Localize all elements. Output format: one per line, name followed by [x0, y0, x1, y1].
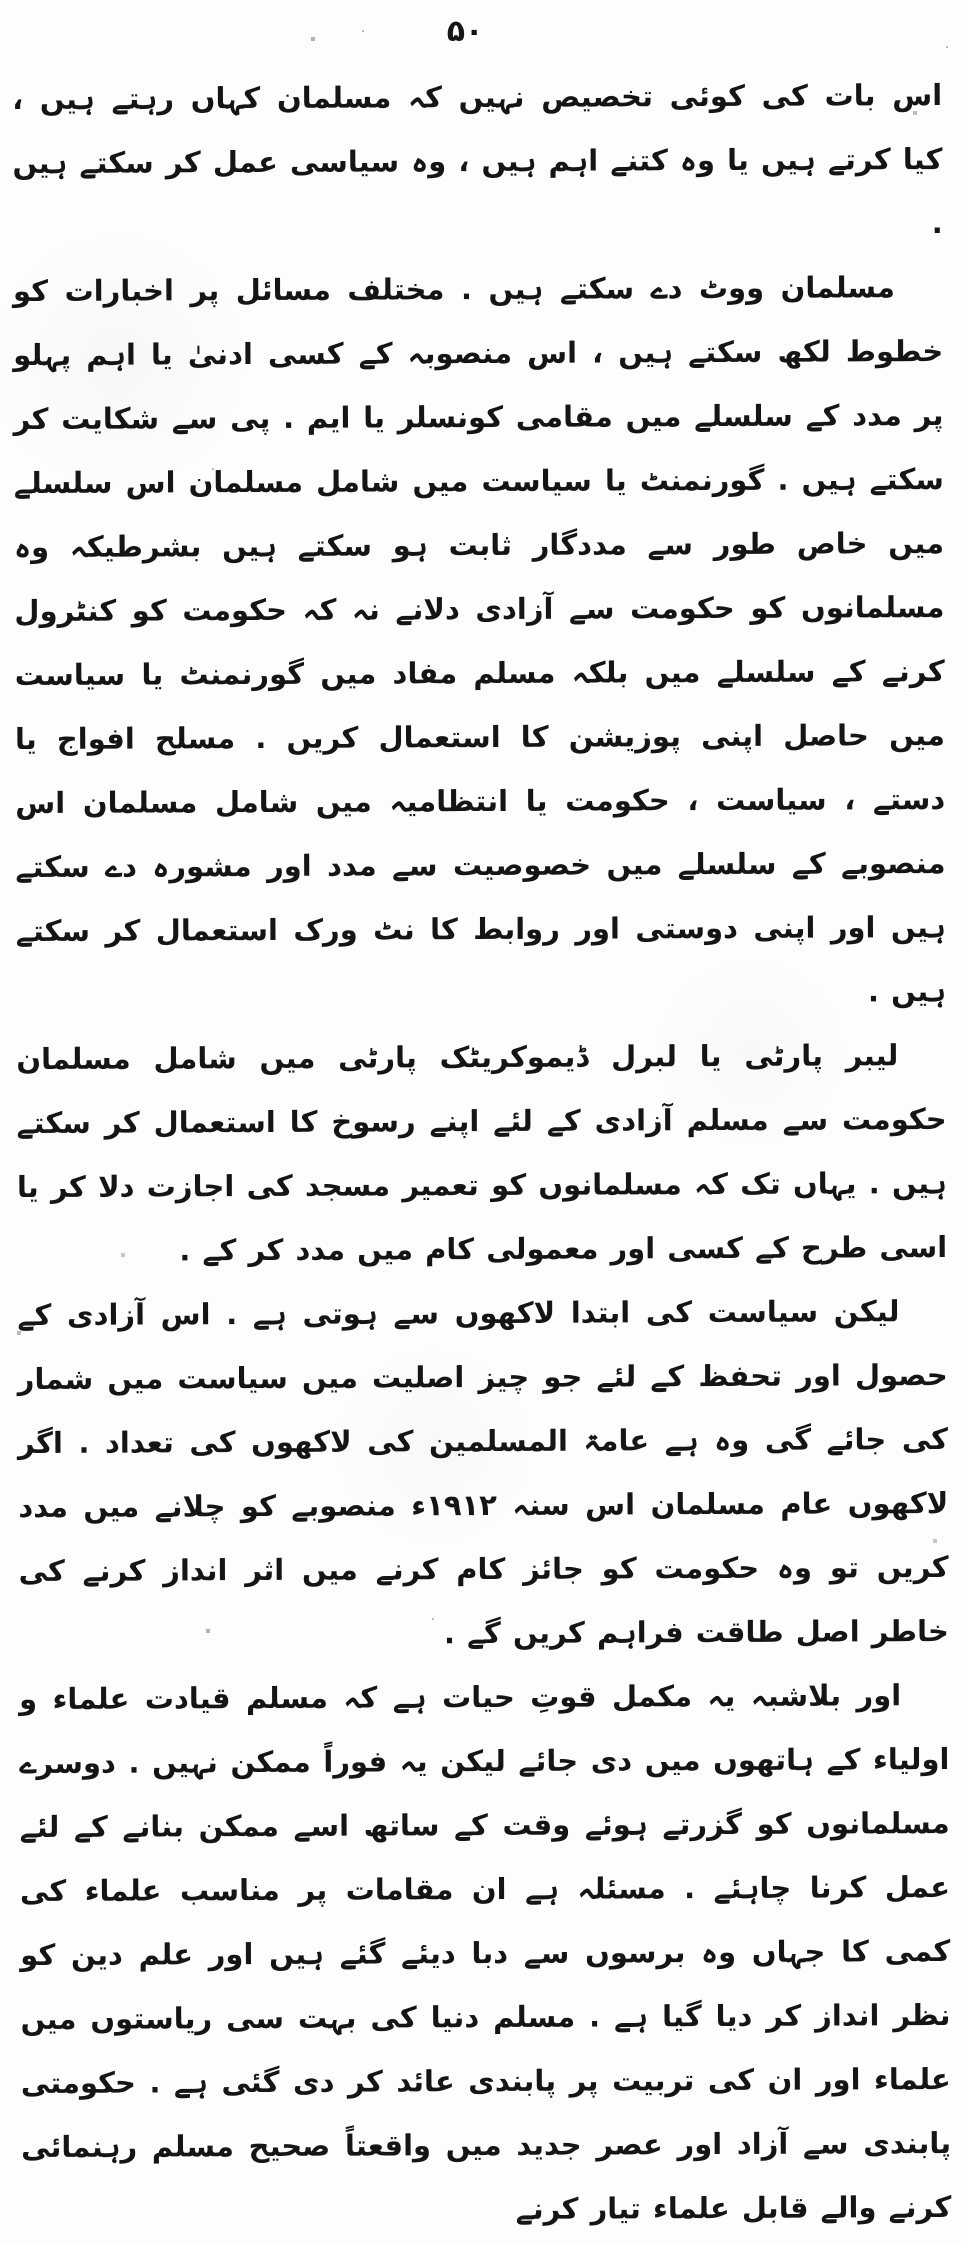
scan-speckles — [2, 0, 4, 2]
scanned-book-page — [2, 0, 962, 2226]
paragraph-2: مسلمان ووٹ دے سکتے ہیں . مختلف مسائل پر اخبارات کو خطوط لکھ سکتے ہیں ، اس منصوبہ کے کسی ادنیٰ یا اہم پہلو پر مدد کے سلسلے میں مقامی کونسلر یا ایم . پی سے شکایت کر سکتے ہیں . گورنمنٹ یا سیاست میں شامل مسلمان اس سلسلے میں خاص طور سے مددگار ثابت ہو سکتے ہیں بشرطیکہ وہ مسلمانوں کو حکومت سے آزادی دلانے نہ کہ حکومت کو کنٹرول کرنے کے سلسلے میں بلکہ مسلم مفاد میں گورنمنٹ یا سیاست میں حاصل اپنی پوزیشن کا استعمال کریں . مسلح افواج یا دستے ، سیاست ، حکومت یا انتظامیہ میں شامل مسلمان اس منصوبے کے سلسلے میں خصوصیت سے مدد اور مشورہ دے سکتے ہیں اور اپنی دوستی اور روابط کا نٹ ورک استعمال کر سکتے ہیں . — [12, 270, 947, 1009]
page-body-text — [12, 63, 951, 2243]
paragraph-1: اس بات کی کوئی تخصیص نہیں کہ مسلمان کہاں رہتے ہیں ، کیا کرتے ہیں یا وہ کتنے اہم ہیں ، وہ سیاسی عمل کر سکتے ہیں . — [12, 77, 943, 241]
paragraph-5: اور بلاشبہ یہ مکمل قوتِ حیات ہے کہ مسلم قیادت علماء و اولیاء کے ہاتھوں میں دی جائے لیکن یہ فوراً ممکن نہیں . دوسرے مسلمانوں کو گزرتے ہوئے وقت کے ساتھ اسے ممکن بنانے کے لئے عمل کرنا چاہئے . مسئلہ ہے ان مقامات پر مناسب علماء کی کمی کا جہاں وہ برسوں سے دبا دیئے گئے ہیں اور علم دین کو نظر انداز کر دیا گیا ہے . مسلم دنیا کی بہت سی ریاستوں میں علماء اور ان کی تربیت پر پابندی عائد کر دی گئی ہے . حکومتی پابندی سے آزاد اور عصر جدید میں واقعتاً صحیح مسلم رہنمائی کرنے والے قابل علماء تیار کرنے — [19, 1678, 952, 2226]
paragraph-4: لیکن سیاست کی ابتدا لاکھوں سے ہوتی ہے . اس آزادی کے حصول اور تحفظ کے لئے جو چیز اصلیت میں سیاست میں شمار کی جائے گی وہ ہے عامۃ المسلمین کی لاکھوں کی تعداد . اگر لاکھوں عام مسلمان اس سنہ ۱۹۱۲ء منصوبے کو چلانے میں مدد کریں تو وہ حکومت کو جائز کام کرنے میں اثر انداز کرنے کی خاطر اصل طاقت فراہم کریں گے . — [17, 1294, 949, 1651]
paragraph-3: لیبر پارٹی یا لبرل ڈیموکریٹک پارٹی میں شامل مسلمان حکومت سے مسلم آزادی کے لئے اپنے رسوخ کا استعمال کر سکتے ہیں . یہاں تک کہ مسلمانوں کو تعمیر مسجد کی اجازت دلا کر یا اسی طرح کے کسی اور معمولی کام میں مدد کر کے . — [16, 1038, 948, 1268]
page-number: ۵۰ — [446, 14, 484, 49]
